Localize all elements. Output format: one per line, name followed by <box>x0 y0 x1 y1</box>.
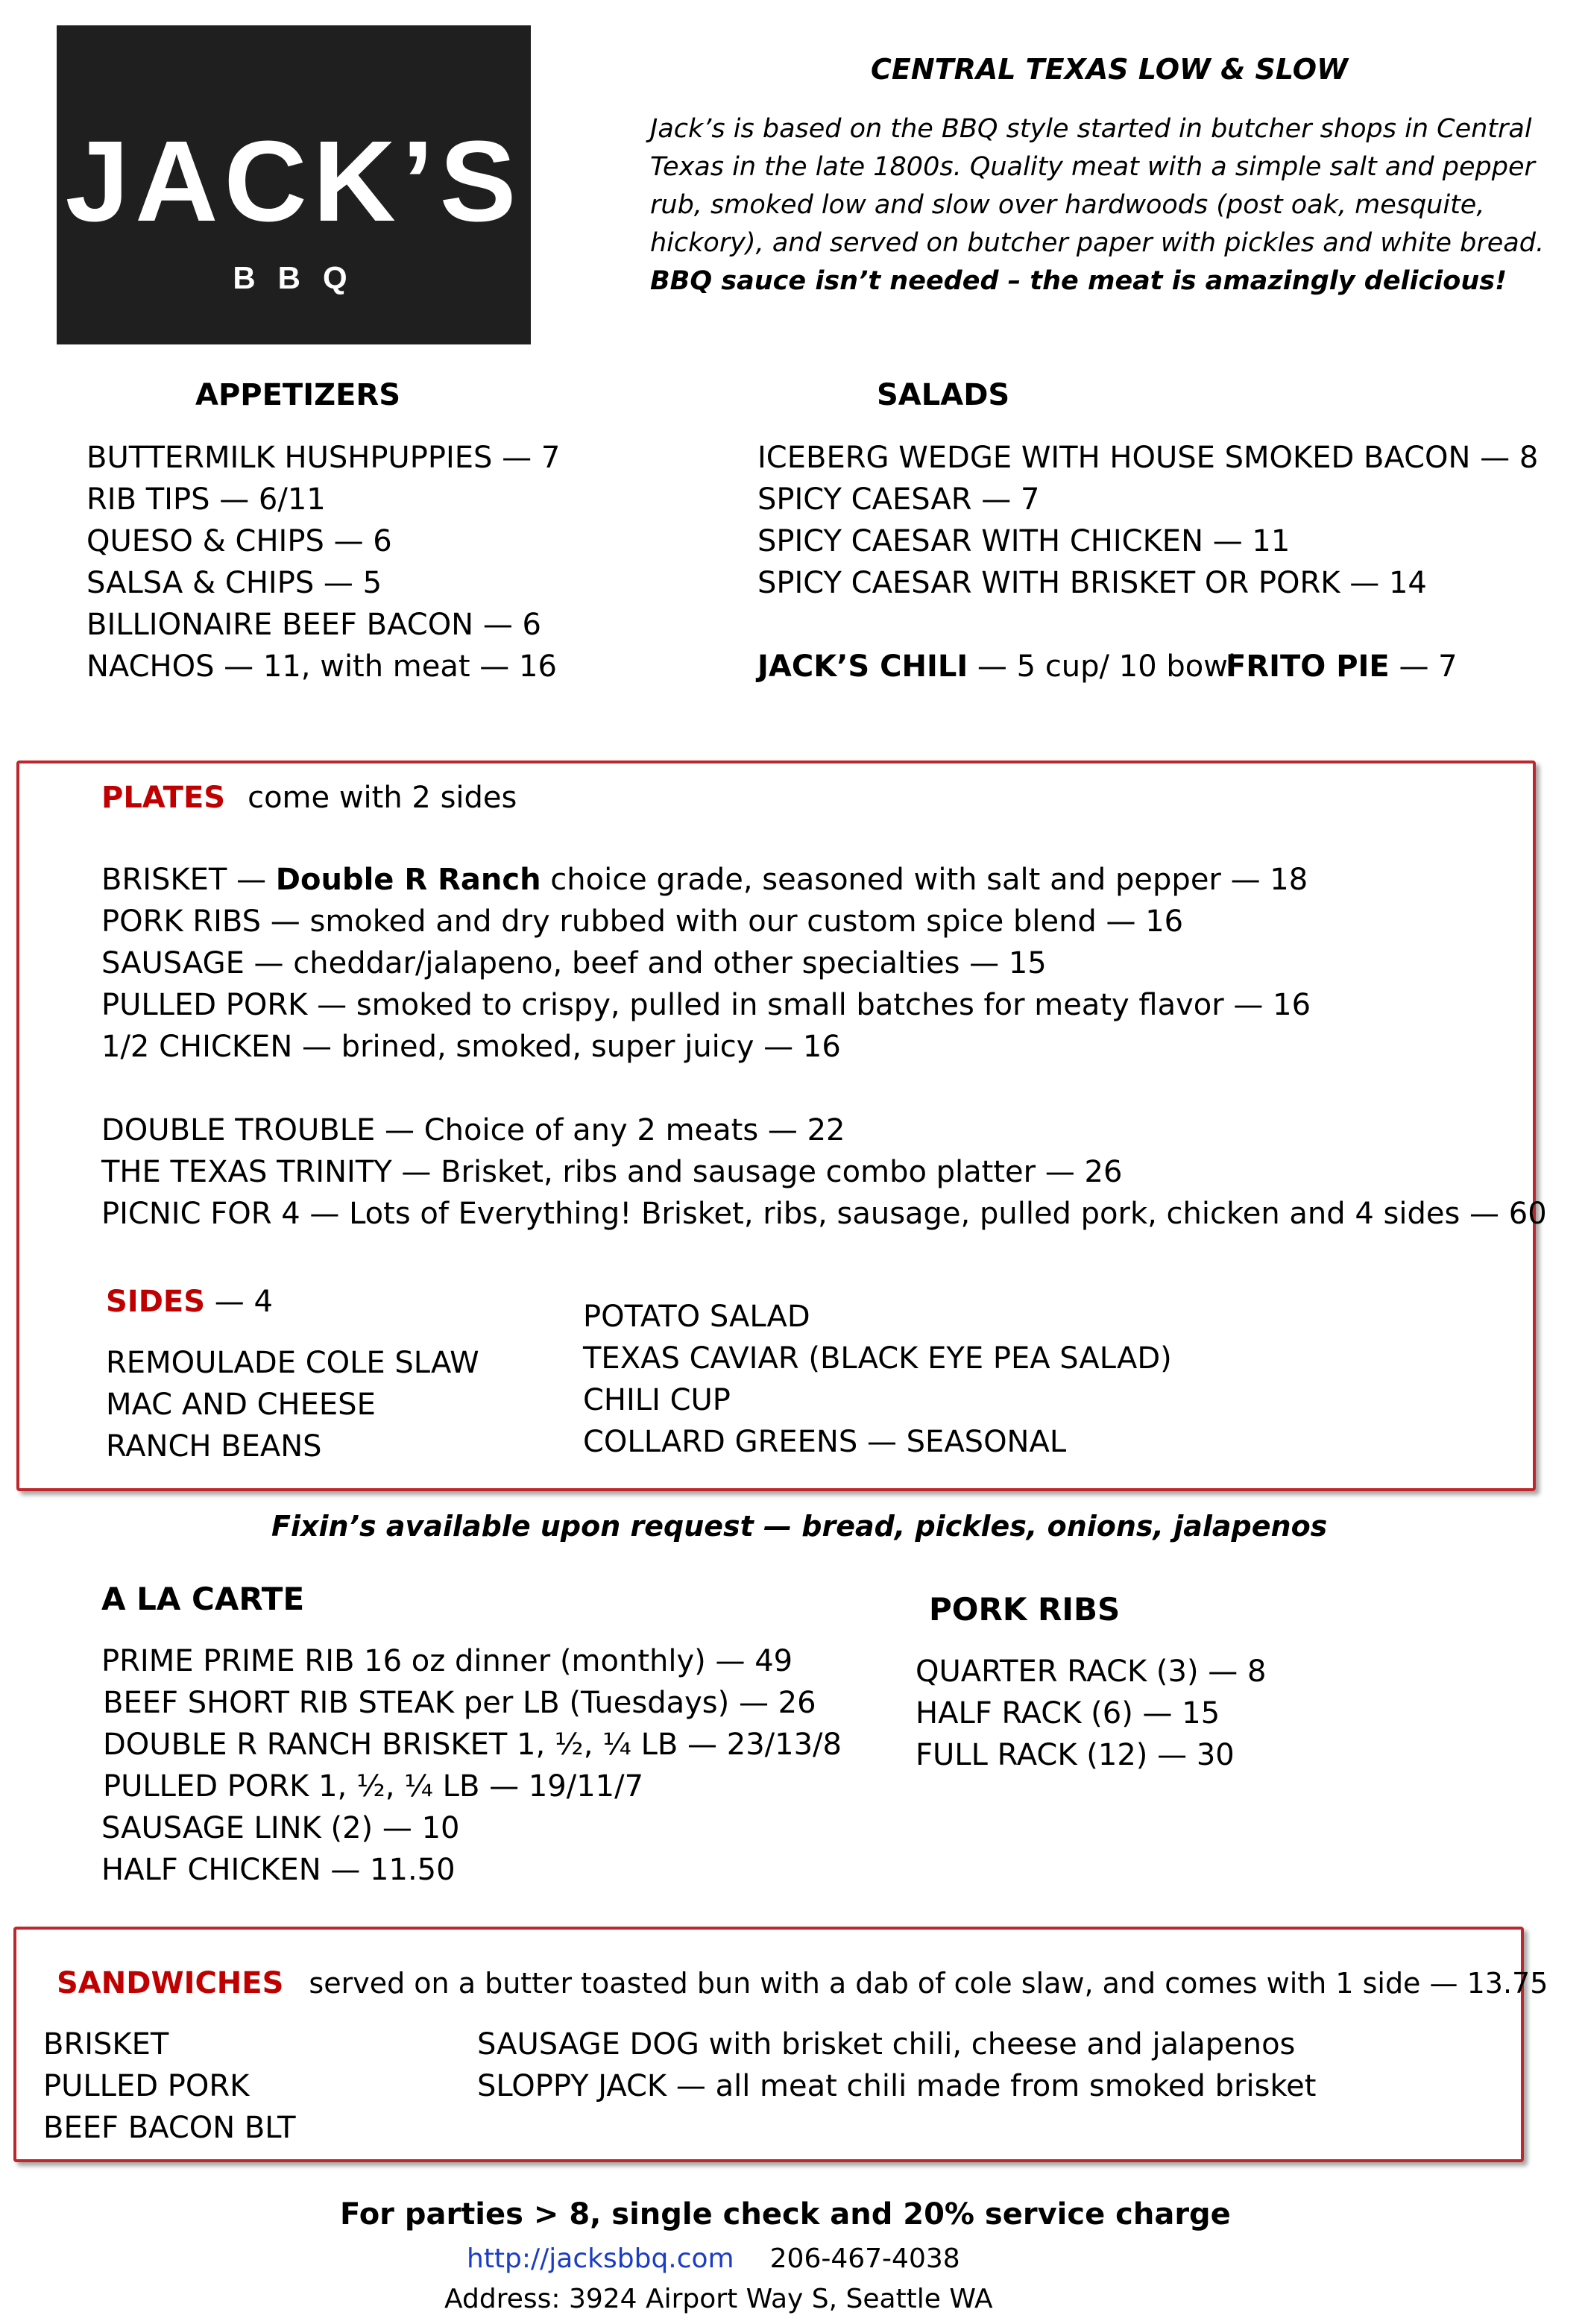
sides-price: — 4 <box>205 1285 273 1319</box>
chili-line <box>757 649 1237 684</box>
side-item: REMOULADE COLE SLAW <box>106 1346 479 1380</box>
sandwich-item: PULLED PORK <box>43 2069 250 2103</box>
side-item: COLLARD GREENS — SEASONAL <box>583 1425 1067 1459</box>
menu-item: SPICY CAESAR — 7 <box>757 482 1040 517</box>
menu-item: SPICY CAESAR WITH CHICKEN — 11 <box>757 524 1291 558</box>
menu-item: SAUSAGE LINK (2) — 10 <box>101 1811 460 1845</box>
sandwiches-title-line <box>57 1968 1548 1998</box>
menu-item: QUESO & CHIPS — 6 <box>86 524 392 558</box>
intro-heading: CENTRAL TEXAS LOW & SLOW <box>871 53 1348 86</box>
sandwiches-heading: SANDWICHES <box>57 1966 284 2000</box>
sandwich-item: BRISKET <box>43 2027 169 2062</box>
plates-heading: PLATES <box>101 781 226 815</box>
footer-contact <box>467 2243 960 2274</box>
menu-item: PULLED PORK — smoked to crispy, pulled in small batches for meaty flavor — 16 <box>101 988 1311 1022</box>
intro-bold-line: BBQ sauce isn’t needed – the meat is amazingly delicious! <box>650 266 1507 296</box>
plates-title-line <box>101 783 517 813</box>
menu-item: RIB TIPS — 6/11 <box>86 482 326 517</box>
phone-number: 206-467-4038 <box>769 2243 960 2274</box>
sandwich-item: SAUSAGE DOG with brisket chili, cheese and jalapenos <box>477 2027 1296 2062</box>
brisket-label: BRISKET — <box>101 863 276 897</box>
logo-name: JACK’S <box>65 117 523 245</box>
menu-item: BEEF SHORT RIB STEAK per LB (Tuesdays) — 26 <box>103 1686 816 1720</box>
intro-line: Texas in the late 1800s. Quality meat with a simple salt and pepper <box>650 152 1535 182</box>
frito-name: FRITO PIE <box>1226 649 1390 684</box>
a-la-carte-heading: A LA CARTE <box>101 1581 305 1617</box>
menu-item: PULLED PORK 1, ½, ¼ LB — 19/11/7 <box>103 1769 644 1804</box>
menu-item: FULL RACK (12) — 30 <box>916 1738 1235 1772</box>
menu-item: PICNIC FOR 4 — Lots of Everything! Brisket, ribs, sausage, pulled pork, chicken and 4 sides — 60 <box>101 1197 1547 1231</box>
brisket-desc: choice grade, seasoned with salt and pepper — 18 <box>541 863 1308 897</box>
menu-item: ICEBERG WEDGE WITH HOUSE SMOKED BACON — 8 <box>757 441 1539 475</box>
intro-line: Jack’s is based on the BBQ style started in butcher shops in Central <box>650 114 1532 144</box>
logo-sub: BBQ <box>233 260 370 295</box>
side-item: POTATO SALAD <box>583 1300 810 1334</box>
menu-item: DOUBLE TROUBLE — Choice of any 2 meats — 22 <box>101 1113 845 1147</box>
fixins-note: Fixin’s available upon request — bread, pickles, onions, jalapenos <box>271 1510 1328 1543</box>
menu-item: HALF CHICKEN — 11.50 <box>101 1853 456 1887</box>
sides-title-line <box>106 1287 273 1317</box>
menu-item: PORK RIBS — smoked and dry rubbed with our custom spice blend — 16 <box>101 904 1184 939</box>
menu-item: PRIME PRIME RIB 16 oz dinner (monthly) — 49 <box>101 1644 793 1678</box>
side-item: CHILI CUP <box>583 1383 731 1417</box>
plates-note: come with 2 sides <box>248 781 517 815</box>
side-item: TEXAS CAVIAR (BLACK EYE PEA SALAD) <box>583 1341 1172 1376</box>
sandwiches-note: served on a butter toasted bun with a dab of cole slaw, and comes with 1 side — 13.75 <box>309 1967 1548 2000</box>
frito-price: — 7 <box>1389 649 1458 684</box>
appetizers-heading: APPETIZERS <box>195 378 401 412</box>
sandwich-item: SLOPPY JACK — all meat chili made from smoked brisket <box>477 2069 1317 2103</box>
frito-line <box>1226 649 1458 684</box>
side-item: RANCH BEANS <box>106 1429 322 1464</box>
address: Address: 3924 Airport Way S, Seattle WA <box>444 2284 993 2314</box>
intro-line: hickory), and served on butcher paper with pickles and white bread. <box>650 228 1545 258</box>
intro-line: rub, smoked low and slow over hardwoods (post oak, mesquite, <box>650 190 1485 220</box>
pork-ribs-heading: PORK RIBS <box>929 1591 1121 1628</box>
menu-item: NACHOS — 11, with meat — 16 <box>86 649 557 684</box>
chili-price: — 5 cup/ 10 bowl <box>968 649 1237 684</box>
parties-note: For parties > 8, single check and 20% service charge <box>340 2197 1231 2232</box>
sides-heading: SIDES <box>106 1285 206 1319</box>
salads-heading: SALADS <box>877 378 1010 412</box>
menu-item: 1/2 CHICKEN — brined, smoked, super juicy — 16 <box>101 1030 841 1064</box>
menu-item: BUTTERMILK HUSHPUPPIES — 7 <box>86 441 561 475</box>
menu-item: BILLIONAIRE BEEF BACON — 6 <box>86 608 541 642</box>
menu-item: SAUSAGE — cheddar/jalapeno, beef and other specialties — 15 <box>101 946 1047 980</box>
side-item: MAC AND CHEESE <box>106 1388 376 1422</box>
menu-item: QUARTER RACK (3) — 8 <box>916 1654 1267 1689</box>
menu-item: HALF RACK (6) — 15 <box>916 1696 1220 1731</box>
menu-item: SALSA & CHIPS — 5 <box>86 566 382 600</box>
menu-item: DOUBLE R RANCH BRISKET 1, ½, ¼ LB — 23/13/8 <box>103 1728 842 1762</box>
menu-item <box>101 865 1308 895</box>
menu-item: THE TEXAS TRINITY — Brisket, ribs and sausage combo platter — 26 <box>101 1155 1123 1189</box>
brisket-ranch: Double R Ranch <box>275 863 541 897</box>
website-link[interactable]: http://jacksbbq.com <box>467 2243 734 2274</box>
sandwich-item: BEEF BACON BLT <box>43 2111 296 2145</box>
chili-name: JACK’S CHILI <box>757 649 968 684</box>
jacks-bbq-logo <box>57 25 531 344</box>
menu-item: SPICY CAESAR WITH BRISKET OR PORK — 14 <box>757 566 1427 600</box>
